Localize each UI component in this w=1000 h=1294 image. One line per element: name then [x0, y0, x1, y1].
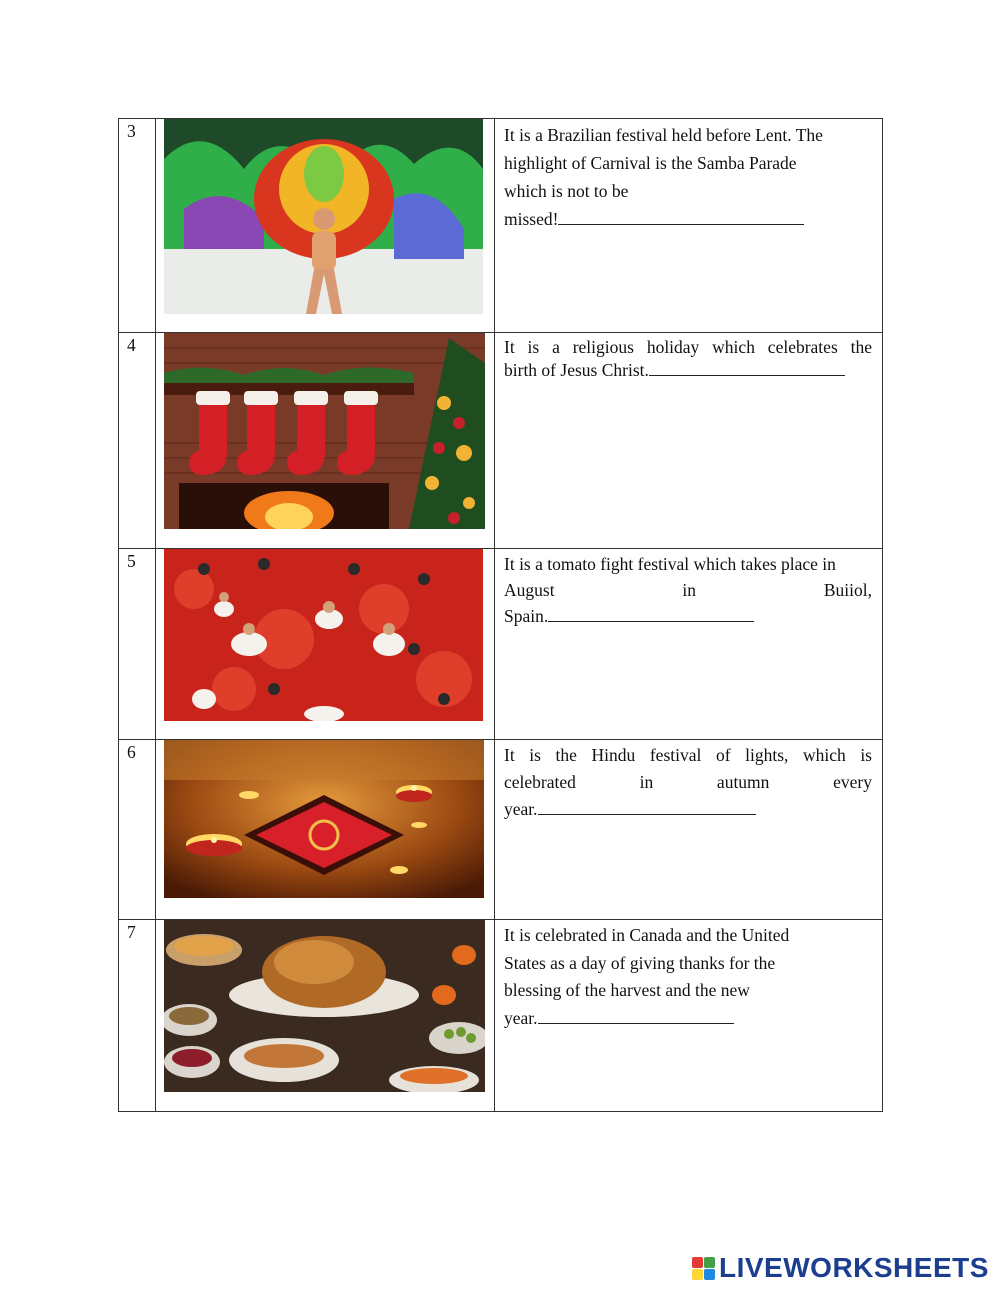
answer-blank[interactable] — [548, 605, 754, 622]
tomato-fight-festival-image — [164, 549, 494, 721]
carnival-samba-dancer-image — [164, 119, 494, 314]
christmas-stockings-fireplace-image — [164, 333, 494, 529]
row-number: 3 — [119, 119, 156, 333]
table-row — [119, 549, 883, 740]
answer-blank[interactable] — [538, 798, 756, 815]
answer-blank[interactable] — [538, 1007, 734, 1024]
description-cell: It is a religious holiday which celebrates the birth of Jesus Christ. — [495, 333, 883, 549]
table-row — [119, 740, 883, 920]
description-cell: It is celebrated in Canada and the United States as a day of giving thanks for the blessing of the harvest and the new year. — [495, 920, 883, 1112]
table-row — [119, 333, 883, 549]
row-number: 6 — [119, 740, 156, 920]
row-number: 5 — [119, 549, 156, 740]
row-number: 7 — [119, 920, 156, 1112]
thanksgiving-turkey-dinner-image — [164, 920, 494, 1092]
liveworksheets-logo — [692, 1252, 989, 1284]
diwali-lamps-rangoli-image — [164, 740, 494, 898]
description-cell: It is the Hindu festival of lights, which is celebrated in autumn every year. — [495, 740, 883, 920]
liveworksheets-logo-icon — [692, 1257, 715, 1280]
brand-name: LIVEWORKSHEETS — [719, 1252, 989, 1283]
row-number: 4 — [119, 333, 156, 549]
table-row — [119, 119, 883, 333]
answer-blank[interactable] — [558, 208, 804, 225]
description-cell: It is a Brazilian festival held before Lent. The highlight of Carnival is the Samba Parade which is not to be missed! — [495, 119, 883, 333]
table-row — [119, 920, 883, 1112]
description-cell: It is a tomato fight festival which takes place in August in Buiiol, Spain. — [495, 549, 883, 740]
festival-worksheet-table — [118, 118, 883, 1112]
answer-blank[interactable] — [649, 359, 845, 376]
